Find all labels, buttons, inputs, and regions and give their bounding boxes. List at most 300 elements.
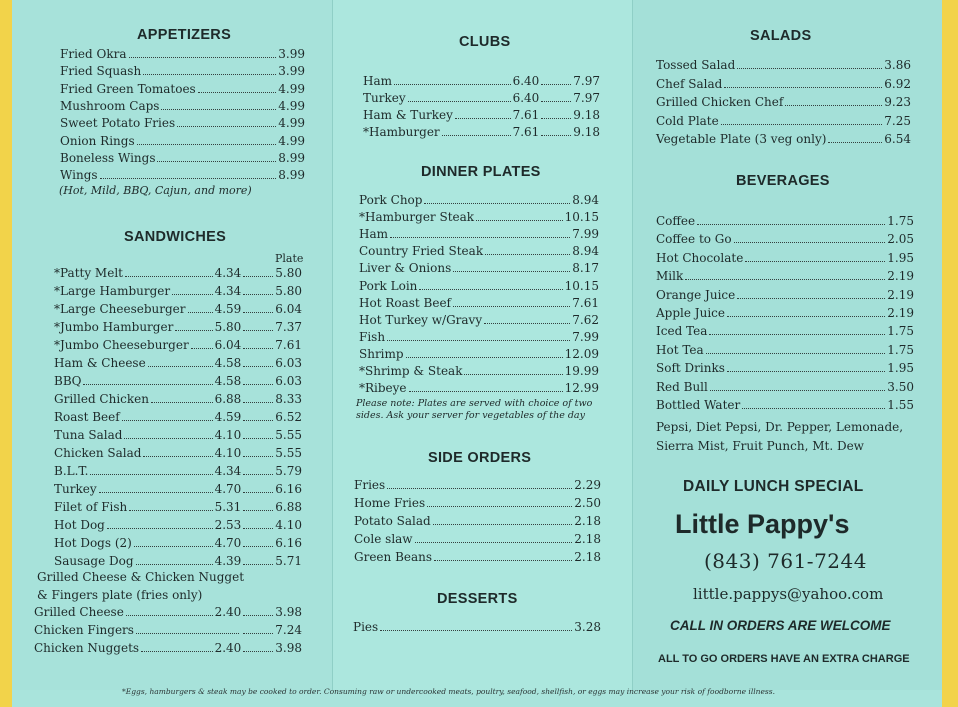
menu-item-row — [354, 532, 601, 546]
menu-item-name: Turkey — [54, 482, 97, 496]
dot-leader — [828, 142, 882, 143]
dot-leader — [709, 334, 885, 335]
salads-title: SALADS — [750, 28, 812, 44]
menu-item-price: 8.17 — [572, 261, 599, 276]
dot-leader — [485, 254, 570, 255]
dot-leader — [409, 391, 563, 392]
dot-leader — [151, 402, 213, 403]
dot-leader — [143, 74, 276, 75]
menu-item-row — [656, 269, 914, 283]
menu-item-price: 4.70 — [214, 482, 242, 496]
menu-item-row — [54, 320, 302, 334]
dot-leader — [243, 492, 273, 493]
menu-item-price: 1.75 — [887, 214, 914, 228]
dot-leader — [541, 135, 571, 136]
beverages-title: BEVERAGES — [736, 173, 830, 189]
menu-item-name: Filet of Fish — [54, 500, 128, 514]
menu-item-name: Tossed Salad — [656, 58, 736, 72]
menu-item-name: Hot Chocolate — [656, 250, 744, 265]
menu-item-price: 4.34 — [214, 464, 242, 478]
menu-item-row — [54, 518, 302, 532]
menu-item-name: Shrimp — [359, 346, 404, 361]
phone-number[interactable]: (843) 761-7244 — [704, 549, 867, 573]
menu-item-name: Chicken Fingers — [34, 623, 134, 637]
dot-leader — [188, 312, 213, 313]
plates-note-line1: Please note: Plates are served with choice of two — [356, 398, 593, 409]
menu-item-name: Chicken Nuggets — [34, 641, 140, 655]
menu-item-price: 1.75 — [887, 342, 914, 357]
combo-title-line1: Grilled Cheese & Chicken Nugget — [37, 570, 245, 584]
menu-item-price: 12.09 — [564, 346, 599, 361]
menu-item-row — [60, 64, 305, 78]
menu-item-price: 7.25 — [884, 113, 911, 128]
side-orders-title: SIDE ORDERS — [428, 450, 532, 466]
menu-item-price: 1.95 — [887, 361, 914, 376]
menu-item-row — [60, 151, 305, 165]
menu-item-row — [656, 306, 914, 320]
dot-leader — [243, 312, 273, 313]
menu-item-name: Cold Plate — [656, 113, 719, 128]
dot-leader — [177, 126, 276, 127]
dot-leader — [785, 105, 882, 106]
menu-item-name: Grilled Chicken — [54, 392, 150, 406]
dot-leader — [126, 615, 213, 616]
menu-item-price: 4.39 — [214, 554, 242, 568]
menu-item-row — [60, 47, 305, 61]
dot-leader — [243, 510, 273, 511]
daily-lunch-special: DAILY LUNCH SPECIAL — [683, 478, 864, 495]
dot-leader — [100, 178, 277, 179]
menu-item-name: Grilled Cheese — [34, 605, 124, 619]
dot-leader — [172, 294, 212, 295]
menu-item-row — [54, 338, 302, 352]
menu-item-plate-price: 7.97 — [573, 91, 600, 105]
wings-flavors-note: (Hot, Mild, BBQ, Cajun, and more) — [59, 184, 252, 197]
menu-item-plate-price: 6.88 — [275, 500, 302, 514]
menu-item-row — [54, 410, 302, 424]
menu-item-price: 10.15 — [564, 278, 599, 293]
dot-leader — [697, 224, 885, 225]
menu-item-plate-price: 6.04 — [275, 302, 302, 316]
menu-item-name: Sausage Dog — [54, 554, 134, 568]
menu-item-price: 4.34 — [214, 284, 242, 298]
menu-item-row — [363, 74, 600, 88]
menu-item-plate-price: 8.33 — [275, 392, 302, 406]
dot-leader — [433, 524, 573, 525]
dot-leader — [136, 633, 239, 634]
menu-item-name: *Jumbo Cheeseburger — [54, 338, 189, 352]
menu-item-row — [60, 99, 305, 113]
menu-item-row — [54, 374, 302, 388]
dot-leader — [243, 564, 273, 565]
menu-item-price: 8.99 — [278, 150, 305, 165]
menu-item-row — [354, 496, 601, 510]
menu-item-row — [359, 227, 599, 241]
dot-leader — [394, 84, 511, 85]
call-in-notice: CALL IN ORDERS ARE WELCOME — [670, 618, 891, 633]
menu-item-price: 7.61 — [512, 108, 540, 122]
menu-item-name: Liver & Onions — [359, 261, 452, 276]
menu-item-price: 2.50 — [574, 496, 601, 510]
dot-leader — [243, 294, 273, 295]
menu-item-price: 8.94 — [572, 193, 599, 207]
menu-item-name: Ham — [359, 227, 388, 242]
menu-item-row — [656, 95, 911, 109]
dot-leader — [243, 384, 273, 385]
menu-item-name: Country Fried Steak — [359, 244, 484, 259]
menu-item-price: 3.28 — [574, 620, 601, 634]
dinner-plates-title: DINNER PLATES — [421, 164, 541, 180]
menu-item-row — [359, 296, 599, 310]
menu-item-name: Vegetable Plate (3 veg only) — [656, 132, 827, 146]
menu-item-price: 4.59 — [214, 410, 242, 424]
dot-leader — [721, 124, 883, 125]
menu-item-row — [656, 232, 914, 246]
menu-item-row — [54, 482, 302, 496]
menu-item-plate-price: 5.80 — [275, 284, 302, 298]
dot-leader — [129, 510, 212, 511]
dot-leader — [243, 402, 273, 403]
menu-item-name: *Shrimp & Steak — [359, 364, 463, 378]
menu-item-name: Wings — [60, 168, 98, 183]
dot-leader — [198, 92, 277, 93]
dot-leader — [541, 118, 571, 119]
sandwiches-title: SANDWICHES — [124, 229, 227, 245]
menu-item-price: 4.99 — [278, 133, 305, 148]
menu-item-row — [363, 108, 600, 122]
menu-item-name: *Hamburger Steak — [359, 210, 475, 225]
dot-leader — [141, 651, 213, 652]
menu-item-row — [54, 284, 302, 298]
dot-leader — [243, 276, 273, 277]
menu-item-price: 3.86 — [884, 58, 911, 72]
dot-leader — [161, 109, 276, 110]
menu-item-name: Pies — [353, 620, 379, 634]
menu-item-plate-price: 7.97 — [573, 74, 600, 88]
menu-item-name: Ham & Cheese — [54, 356, 146, 370]
menu-item-row — [354, 550, 601, 564]
dot-leader — [737, 298, 885, 299]
menu-item-plate-price: 9.18 — [573, 125, 600, 139]
menu-item-name: Mushroom Caps — [60, 98, 160, 113]
dot-leader — [243, 438, 273, 439]
menu-item-row — [359, 381, 599, 395]
menu-item-row — [34, 641, 302, 655]
menu-item-name: Chicken Salad — [54, 446, 142, 460]
menu-item-name: Fried Squash — [60, 64, 142, 79]
menu-item-price: 6.54 — [884, 132, 911, 146]
dot-leader — [136, 564, 213, 565]
menu-item-price: 6.40 — [512, 91, 540, 105]
menu-item-price: 2.19 — [887, 306, 914, 320]
menu-item-name: Fish — [359, 329, 386, 344]
menu-item-name: *Large Cheeseburger — [54, 302, 186, 316]
menu-item-price: 1.55 — [887, 398, 914, 412]
menu-item-name: Cole slaw — [354, 532, 413, 546]
dot-leader — [122, 420, 213, 421]
menu-item-name: *Hamburger — [363, 125, 440, 139]
sodas-line1: Pepsi, Diet Pepsi, Dr. Pepper, Lemonade, — [656, 420, 904, 434]
menu-item-plate-price: 9.18 — [573, 108, 600, 122]
dot-leader — [243, 456, 273, 457]
dot-leader — [685, 279, 885, 280]
menu-item-name: Fries — [354, 478, 386, 492]
menu-item-name: B.L.T. — [54, 464, 89, 478]
dot-leader — [125, 276, 213, 277]
dot-leader — [427, 506, 572, 507]
menu-item-price: 7.99 — [572, 227, 599, 242]
menu-item-name: Soft Drinks — [656, 361, 725, 376]
menu-item-price: 6.92 — [884, 76, 911, 91]
menu-item-row — [54, 464, 302, 478]
menu-item-price: 6.04 — [214, 338, 242, 352]
menu-item-price: 4.34 — [214, 266, 242, 280]
menu-item-name: Coffee — [656, 214, 696, 228]
menu-item-row — [656, 361, 914, 375]
menu-item-row — [359, 330, 599, 344]
dot-leader — [406, 357, 563, 358]
dot-leader — [745, 261, 885, 262]
dot-leader — [243, 651, 273, 652]
menu-item-name: Pork Chop — [359, 193, 423, 207]
dot-leader — [243, 546, 273, 547]
menu-item-plate-price: 3.98 — [275, 605, 302, 619]
menu-item-name: Hot Dogs (2) — [54, 536, 132, 550]
middle-panel — [332, 0, 632, 690]
dot-leader — [734, 242, 886, 243]
email-address[interactable]: little.pappys@yahoo.com — [693, 585, 884, 603]
dot-leader — [424, 203, 570, 204]
menu-item-row — [60, 116, 305, 130]
menu-item-row — [54, 446, 302, 460]
menu-item-price: 2.53 — [214, 518, 242, 532]
dot-leader — [434, 560, 572, 561]
menu-item-name: Grilled Chicken Chef — [656, 95, 784, 109]
menu-item-price: 12.99 — [564, 381, 599, 396]
menu-item-price: 4.70 — [214, 536, 242, 550]
menu-item-row — [60, 134, 305, 148]
menu-item-name: Ham & Turkey — [363, 108, 453, 122]
menu-item-row — [54, 392, 302, 406]
dot-leader — [484, 323, 570, 324]
plates-note-line2: sides. Ask your server for vegetables of the day — [356, 410, 585, 421]
menu-item-plate-price: 5.79 — [275, 464, 302, 478]
menu-item-plate-price: 4.10 — [275, 518, 302, 532]
menu-item-row — [656, 251, 914, 265]
menu-brochure — [12, 0, 942, 707]
dot-leader — [148, 366, 213, 367]
plate-column-header: Plate — [275, 252, 304, 265]
dot-leader — [124, 438, 212, 439]
menu-item-price: 1.75 — [887, 324, 914, 339]
dot-leader — [742, 408, 885, 409]
appetizers-title: APPETIZERS — [137, 27, 232, 43]
menu-item-price: 4.58 — [214, 356, 242, 370]
dot-leader — [243, 633, 273, 634]
dot-leader — [243, 348, 273, 349]
menu-item-plate-price: 7.37 — [275, 320, 302, 334]
dot-leader — [727, 371, 885, 372]
menu-item-name: Milk — [656, 269, 684, 284]
menu-item-plate-price: 5.55 — [275, 428, 302, 442]
menu-item-row — [54, 554, 302, 568]
menu-item-price: 19.99 — [564, 364, 599, 378]
dot-leader — [541, 84, 571, 85]
menu-item-row — [54, 302, 302, 316]
menu-item-price: 1.95 — [887, 250, 914, 265]
menu-item-price: 3.50 — [887, 379, 914, 394]
menu-item-price: 4.58 — [214, 374, 242, 388]
menu-item-plate-price: 6.03 — [275, 374, 302, 388]
menu-item-price: 9.23 — [884, 95, 911, 109]
dot-leader — [476, 220, 563, 221]
menu-item-price: 2.05 — [887, 232, 914, 247]
menu-item-row — [656, 77, 911, 91]
dot-leader — [243, 528, 273, 529]
menu-item-row — [354, 478, 601, 492]
menu-item-name: Hot Turkey w/Gravy — [359, 312, 483, 327]
menu-item-row — [359, 313, 599, 327]
menu-item-plate-price: 6.16 — [275, 536, 302, 550]
menu-item-plate-price: 7.61 — [275, 338, 302, 352]
menu-item-price: 2.18 — [574, 532, 601, 546]
menu-item-name: Bottled Water — [656, 398, 741, 412]
dot-leader — [243, 330, 273, 331]
right-panel — [632, 0, 942, 690]
dot-leader — [387, 340, 570, 341]
menu-item-plate-price: 3.98 — [275, 641, 302, 655]
dot-leader — [107, 528, 213, 529]
dot-leader — [90, 474, 212, 475]
left-panel — [12, 0, 332, 690]
menu-item-row — [60, 168, 305, 182]
dot-leader — [541, 101, 571, 102]
menu-item-row — [359, 244, 599, 258]
menu-item-row — [656, 343, 914, 357]
menu-item-price: 6.88 — [214, 392, 242, 406]
dot-leader — [453, 271, 570, 272]
menu-item-price: 2.19 — [887, 269, 914, 284]
clubs-title: CLUBS — [459, 34, 511, 50]
menu-item-name: Potato Salad — [354, 514, 431, 528]
menu-item-row — [656, 398, 914, 412]
dot-leader — [243, 420, 273, 421]
menu-item-name: Orange Juice — [656, 287, 736, 302]
dot-leader — [243, 474, 273, 475]
menu-item-row — [54, 356, 302, 370]
menu-item-name: Roast Beef — [54, 410, 120, 424]
dot-leader — [137, 144, 277, 145]
menu-item-row — [359, 364, 599, 378]
menu-item-price: 5.31 — [214, 500, 242, 514]
menu-item-row — [656, 324, 914, 338]
menu-item-name: Hot Roast Beef — [359, 295, 451, 310]
menu-item-name: *Large Hamburger — [54, 284, 171, 298]
dot-leader — [453, 306, 570, 307]
menu-item-name: Apple Juice — [656, 306, 725, 320]
menu-item-name: Ham — [363, 74, 392, 88]
menu-item-row — [54, 428, 302, 442]
menu-item-row — [353, 620, 601, 634]
desserts-title: DESSERTS — [437, 591, 518, 607]
menu-item-price: 5.80 — [214, 320, 242, 334]
menu-item-name: Pork Loin — [359, 278, 418, 293]
dot-leader — [387, 488, 572, 489]
menu-item-price: 7.61 — [572, 295, 599, 310]
dot-leader — [710, 390, 885, 391]
menu-item-price: 4.59 — [214, 302, 242, 316]
menu-item-price: 10.15 — [564, 210, 599, 225]
menu-item-name: Chef Salad — [656, 76, 723, 91]
menu-item-row — [359, 193, 599, 207]
dot-leader — [143, 456, 212, 457]
menu-item-price: 3.99 — [278, 64, 305, 79]
menu-item-row — [354, 514, 601, 528]
dot-leader — [415, 542, 573, 543]
menu-item-row — [656, 288, 914, 302]
dot-leader — [724, 87, 882, 88]
menu-item-row — [656, 214, 914, 228]
menu-item-name: Hot Dog — [54, 518, 105, 532]
menu-item-row — [34, 605, 302, 619]
menu-item-name: Sweet Potato Fries — [60, 116, 176, 131]
menu-item-price: 4.99 — [278, 81, 305, 96]
menu-item-row — [54, 500, 302, 514]
combo-title-line2: & Fingers plate (fries only) — [37, 588, 203, 602]
menu-item-price: 2.29 — [574, 478, 601, 492]
dot-leader — [455, 118, 511, 119]
menu-item-plate-price: 5.55 — [275, 446, 302, 460]
food-safety-disclaimer: *Eggs, hamburgers & steak may be cooked to order. Consuming raw or undercooked meats, poultry, seafood, shellfish, or eggs may increase your risk of foodborne illness. — [122, 687, 775, 696]
menu-item-row — [656, 380, 914, 394]
dot-leader — [191, 348, 213, 349]
menu-item-price: 2.18 — [574, 514, 601, 528]
menu-item-row — [359, 279, 599, 293]
menu-item-name: Turkey — [363, 91, 406, 105]
menu-item-price: 2.40 — [214, 641, 242, 655]
dot-leader — [129, 57, 277, 58]
dot-leader — [419, 289, 562, 290]
menu-item-row — [656, 58, 911, 72]
menu-item-price: 2.40 — [214, 605, 242, 619]
menu-item-row — [656, 114, 911, 128]
menu-item-name: Tuna Salad — [54, 428, 123, 442]
menu-item-row — [359, 261, 599, 275]
menu-item-plate-price: 6.16 — [275, 482, 302, 496]
menu-item-plate-price: 7.24 — [275, 623, 302, 637]
menu-item-row — [363, 125, 600, 139]
menu-item-row — [359, 347, 599, 361]
menu-item-name: *Ribeye — [359, 381, 407, 396]
menu-item-plate-price: 6.03 — [275, 356, 302, 370]
menu-item-row — [60, 82, 305, 96]
dot-leader — [134, 546, 213, 547]
menu-item-plate-price: 6.52 — [275, 410, 302, 424]
dot-leader — [380, 630, 572, 631]
menu-item-name: Home Fries — [354, 496, 426, 510]
dot-leader — [390, 237, 570, 238]
dot-leader — [83, 384, 212, 385]
menu-item-price: 4.99 — [278, 116, 305, 131]
sodas-line2: Sierra Mist, Fruit Punch, Mt. Dew — [656, 439, 864, 453]
menu-item-price: 7.99 — [572, 329, 599, 344]
dot-leader — [706, 353, 886, 354]
menu-item-name: Green Beans — [354, 550, 433, 564]
menu-item-price: 2.18 — [574, 550, 601, 564]
menu-item-row — [54, 266, 302, 280]
menu-item-price: 6.40 — [512, 74, 540, 88]
dot-leader — [99, 492, 213, 493]
